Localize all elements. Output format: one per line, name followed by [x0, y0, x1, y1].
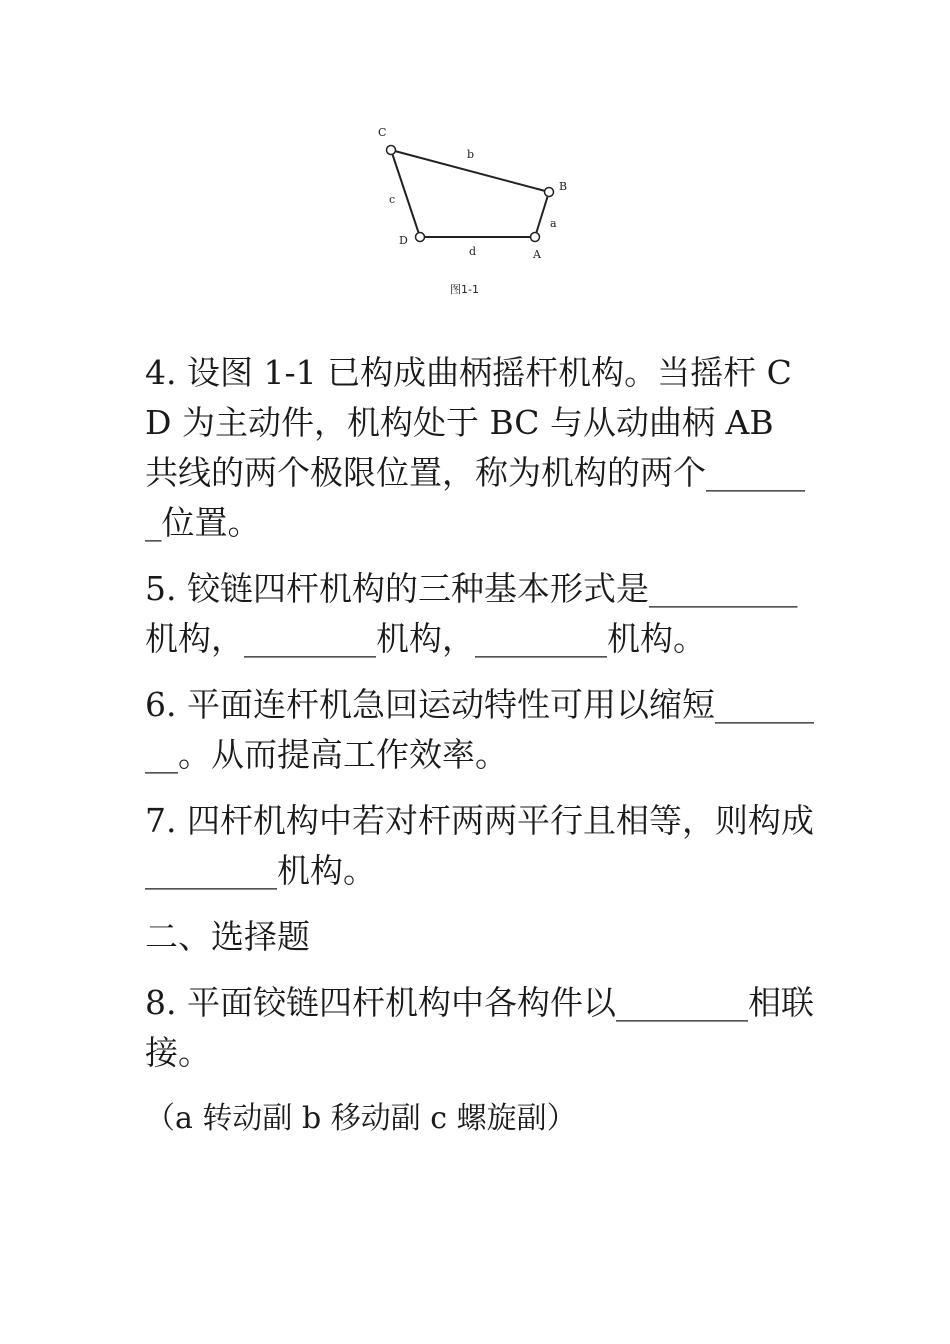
joint-c — [387, 146, 396, 155]
label-point-c: C — [378, 126, 387, 139]
question-4: 4. 设图 1-1 已构成曲柄摇杆机构。当摇杆 CD 为主动件，机构处于 BC 与从动曲柄 AB 共线的两个极限位置，称为机构的两个_______位置。 — [145, 353, 805, 542]
label-point-d: D — [399, 234, 408, 247]
label-link-c: c — [389, 193, 396, 206]
link-c — [391, 150, 420, 237]
label-link-a: a — [550, 217, 557, 230]
question-5: 5. 铰链四杆机构的三种基本形式是_________机构，________机构，________机构。 — [145, 569, 798, 658]
four-bar-linkage-figure — [360, 110, 600, 310]
label-link-b: b — [467, 148, 475, 161]
label-link-d: d — [469, 245, 477, 258]
joint-b — [545, 188, 554, 197]
question-8-options: （a 转动副 b 移动副 c 螺旋副） — [145, 1101, 577, 1136]
linkage-diagram — [360, 110, 600, 310]
question-7: 7. 四杆机构中若对杆两两平行且相等，则构成________机构。 — [145, 801, 814, 890]
figure-caption: 图1-1 — [450, 283, 479, 296]
question-8: 8. 平面铰链四杆机构中各构件以________相联接。 — [145, 983, 814, 1072]
section-heading: 二、选择题 — [145, 917, 310, 956]
document-content — [145, 348, 815, 1144]
link-a — [535, 192, 549, 237]
label-point-b: B — [559, 180, 568, 193]
joint-d — [416, 233, 425, 242]
label-point-a: A — [533, 248, 541, 261]
question-6: 6. 平面连杆机急回运动特性可用以缩短________。从而提高工作效率。 — [145, 685, 814, 774]
joint-a — [531, 233, 540, 242]
